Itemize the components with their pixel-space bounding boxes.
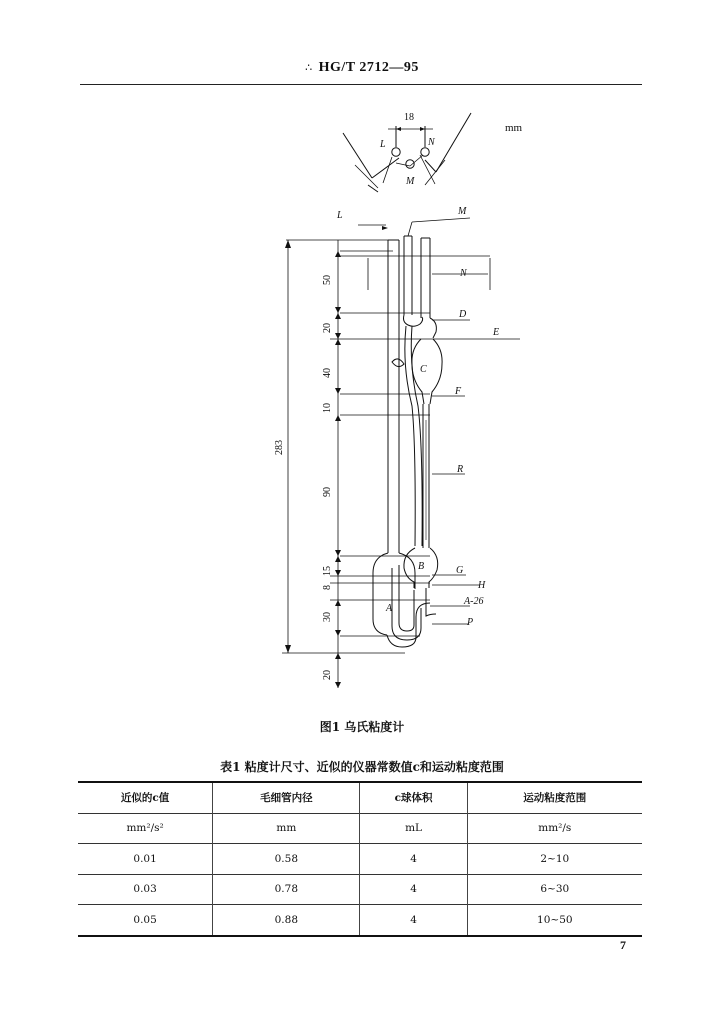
- dim-20-top: 20: [322, 323, 333, 333]
- label-N: N: [460, 268, 467, 279]
- table-cell: 0.03: [133, 883, 157, 896]
- unit-label: mm: [505, 122, 523, 134]
- dim-50: 50: [322, 275, 333, 285]
- label-F: F: [455, 386, 462, 397]
- label-B: B: [418, 561, 425, 572]
- header-mark: ∴: [305, 62, 313, 74]
- table-row: [78, 844, 642, 875]
- page-number: 7: [620, 938, 626, 952]
- label-M: M: [458, 206, 467, 217]
- table-cell: 4: [360, 874, 467, 905]
- table-cell: 0.01: [133, 852, 157, 865]
- unit-cell: mm: [213, 813, 360, 844]
- unit-cell: mm²/s: [467, 813, 642, 844]
- table-cell: 2~10: [467, 844, 642, 875]
- viscometer-body: [373, 236, 442, 647]
- label-D: D: [459, 309, 467, 320]
- table-cell: 10~50: [467, 905, 642, 936]
- label-R: R: [457, 464, 464, 475]
- dim-18: 18: [404, 112, 414, 123]
- label-C: C: [420, 364, 427, 375]
- label-H: H: [478, 580, 486, 591]
- label-G: G: [456, 565, 464, 576]
- label-L: L: [337, 210, 343, 221]
- table-cell: 0.88: [213, 905, 360, 936]
- dim-90: 90: [322, 487, 333, 497]
- topview-label-M: M: [406, 176, 415, 187]
- dim-8: 8: [322, 585, 333, 590]
- label-P: P: [467, 617, 474, 628]
- topview-label-N: N: [428, 137, 435, 148]
- unit-cell: mL: [360, 813, 467, 844]
- figure-caption: 图1 乌氏粘度计: [319, 720, 405, 734]
- dim-40: 40: [322, 368, 333, 378]
- table-cell: 0.78: [213, 874, 360, 905]
- standard-number: HG/T 2712—95: [318, 60, 419, 75]
- header-cell: 运动粘度范围: [467, 782, 642, 813]
- header-cell: c球体积: [360, 782, 467, 813]
- dim-30: 30: [322, 612, 333, 622]
- dim-20-bottom: 20: [322, 670, 333, 680]
- dim-283: 283: [274, 440, 285, 455]
- viscometer-table: [78, 781, 642, 937]
- table-header-row: [78, 782, 642, 813]
- table-cell: 6~30: [467, 874, 642, 905]
- header-cell: 毛细管内径: [213, 782, 360, 813]
- topview-label-L: L: [380, 139, 386, 150]
- table-cell: 0.05: [133, 913, 157, 926]
- table-caption: 表1 粘度计尺寸、近似的仪器常数值c和运动粘度范围: [220, 760, 504, 774]
- dim-15: 15: [322, 566, 333, 576]
- label-A26: A-26: [464, 596, 484, 607]
- unit-cell: mm²/s²: [126, 822, 164, 835]
- dim-10: 10: [322, 403, 333, 413]
- table-cell: 0.58: [213, 844, 360, 875]
- table-cell: 4: [360, 905, 467, 936]
- table-unit-row: [78, 813, 642, 844]
- table-cell: 4: [360, 844, 467, 875]
- label-A: A: [386, 603, 393, 614]
- label-E: E: [493, 327, 500, 338]
- table-row: [78, 874, 642, 905]
- header-cell: 近似的c值: [120, 792, 170, 805]
- table-row: [78, 905, 642, 936]
